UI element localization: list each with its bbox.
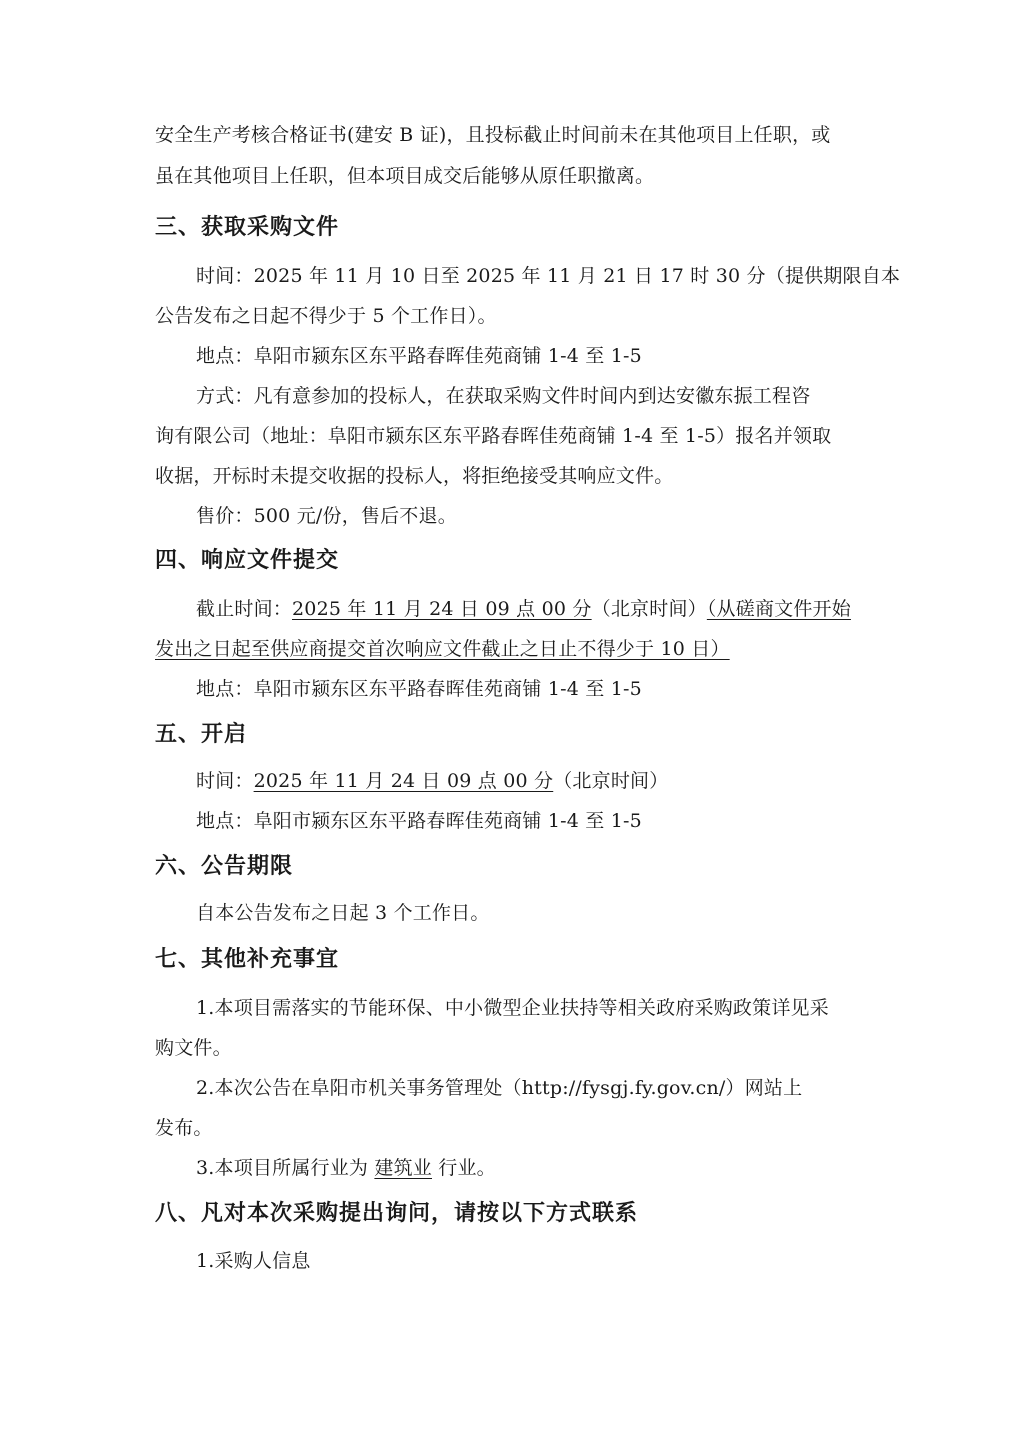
section-7-item-2-line-2: 发布。	[155, 1117, 213, 1139]
section-3-method-line-2: 询有限公司（地址：阜阳市颍东区东平路春晖佳苑商铺 1-4 至 1-5）报名并领取	[155, 425, 832, 447]
section-3-heading: 三、获取采购文件	[155, 215, 340, 240]
section-6-heading: 六、公告期限	[155, 854, 294, 879]
section-5-location: 地点：阜阳市颍东区东平路春晖佳苑商铺 1-4 至 1-5	[196, 810, 642, 832]
section-5-time	[196, 768, 668, 794]
section-3-location: 地点：阜阳市颍东区东平路春晖佳苑商铺 1-4 至 1-5	[196, 345, 642, 367]
section-7-item-3	[196, 1155, 496, 1181]
section-8-heading: 八、凡对本次采购提出询问，请按以下方式联系	[155, 1201, 639, 1226]
section-4-deadline-line-1	[196, 596, 851, 622]
section-5-heading: 五、开启	[155, 722, 248, 747]
industry-prefix: 3.本项目所属行业为	[196, 1157, 369, 1179]
industry-value: 建筑业	[374, 1157, 432, 1179]
section-3-time-line-2: 公告发布之日起不得少于 5 个工作日）。	[155, 305, 497, 327]
section-7-item-2-line-1: 2.本次公告在阜阳市机关事务管理处（http://fysgj.fy.gov.cn/）网站上	[196, 1077, 803, 1099]
intro-line-1: 安全生产考核合格证书(建安 B 证)，且投标截止时间前未在其他项目上任职，或	[155, 124, 831, 146]
deadline-label: 截止时间：	[196, 598, 293, 620]
industry-suffix: 行业。	[438, 1157, 496, 1179]
deadline-timezone: （北京时间）	[591, 598, 707, 620]
section-4-deadline-line-2	[155, 636, 730, 662]
open-time-timezone: （北京时间）	[553, 770, 669, 792]
deadline-note-2: 发出之日起至供应商提交首次响应文件截止之日止不得少于 10 日）	[155, 638, 730, 660]
open-time-label: 时间：	[196, 770, 254, 792]
section-3-method-line-3: 收据，开标时未提交收据的投标人，将拒绝接受其响应文件。	[155, 465, 674, 487]
section-7-item-1-line-1: 1.本项目需落实的节能环保、中小微型企业扶持等相关政府采购政策详见采	[196, 997, 829, 1019]
section-3-price: 售价：500 元/份，售后不退。	[196, 505, 457, 527]
section-8-item-1: 1.采购人信息	[196, 1250, 311, 1272]
deadline-note-1: （从磋商文件开始	[706, 598, 851, 620]
deadline-value: 2025 年 11 月 24 日 09 点 00 分	[292, 598, 592, 620]
section-4-location: 地点：阜阳市颍东区东平路春晖佳苑商铺 1-4 至 1-5	[196, 678, 642, 700]
section-4-heading: 四、响应文件提交	[155, 548, 340, 573]
section-7-item-1-line-2: 购文件。	[155, 1037, 232, 1059]
section-3-time-line-1: 时间：2025 年 11 月 10 日至 2025 年 11 月 21 日 17 时 30 分（提供期限自本	[196, 265, 901, 287]
open-time-value: 2025 年 11 月 24 日 09 点 00 分	[253, 770, 554, 792]
section-6-text: 自本公告发布之日起 3 个工作日。	[196, 902, 490, 924]
section-3-method-line-1: 方式：凡有意参加的投标人，在获取采购文件时间内到达安徽东振工程咨	[196, 385, 811, 407]
section-7-heading: 七、其他补充事宜	[155, 947, 340, 972]
intro-line-2: 虽在其他项目上任职，但本项目成交后能够从原任职撤离。	[155, 165, 655, 187]
